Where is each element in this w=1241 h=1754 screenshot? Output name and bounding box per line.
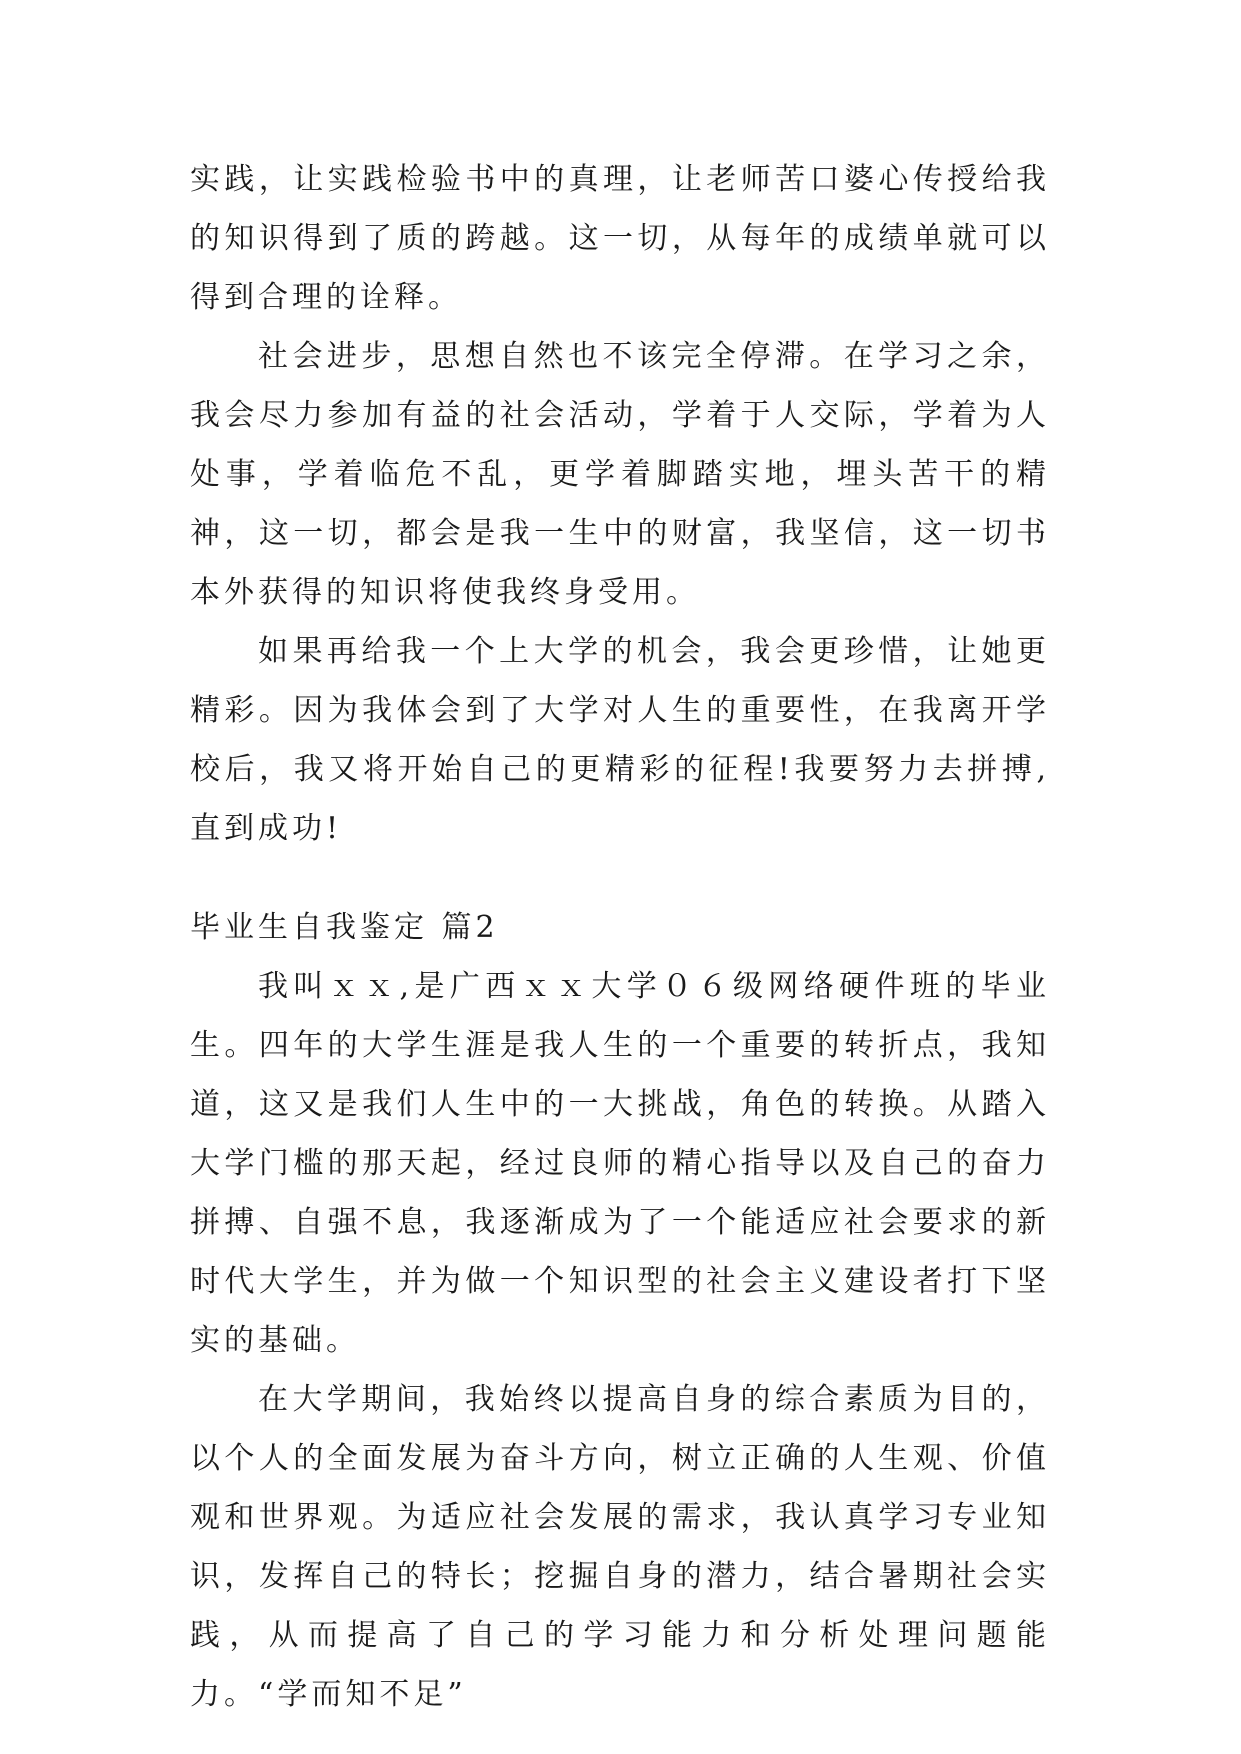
paragraph-social-progress: 社会进步，思想自然也不该完全停滞。在学习之余，我会尽力参加有益的社会活动，学着于人交际，学着为人处事，学着临危不乱，更学着脚踏实地，埋头苦干的精神，这一切，都会是我一生中的财富，我坚信，这一切书本外获得的知识将使我终身受用。	[190, 339, 1050, 610]
paragraph-second-chance: 如果再给我一个上大学的机会，我会更珍惜，让她更精彩。因为我体会到了大学对人生的重要性，在我离开学校后，我又将开始自己的更精彩的征程!我要努力去拼搏,直到成功!	[190, 634, 1050, 846]
document-body	[190, 150, 1050, 1724]
paragraph-continuation: 实践，让实践检验书中的真理，让老师苦口婆心传授给我的知识得到了质的跨越。这一切，从每年的成绩单就可以得到合理的诠释。	[190, 162, 1050, 315]
paragraph-university-period: 在大学期间，我始终以提高自身的综合素质为目的，以个人的全面发展为奋斗方向，树立正确的人生观、价值观和世界观。为适应社会发展的需求，我认真学习专业知识，发挥自己的特长；挖掘自身的潜力，结合暑期社会实践，从而提高了自己的学习能力和分析处理问题能力。“学而知不足”	[190, 1382, 1050, 1712]
section-title: 毕业生自我鉴定 篇2	[190, 910, 499, 945]
paragraph-introduction: 我叫ｘｘ,是广西ｘｘ大学０６级网络硬件班的毕业生。四年的大学生涯是我人生的一个重要的转折点，我知道，这又是我们人生中的一大挑战，角色的转换。从踏入大学门槛的那天起，经过良师的精心指导以及自己的奋力拼搏、自强不息，我逐渐成为了一个能适应社会要求的新时代大学生，并为做一个知识型的社会主义建设者打下坚实的基础。	[190, 969, 1050, 1358]
